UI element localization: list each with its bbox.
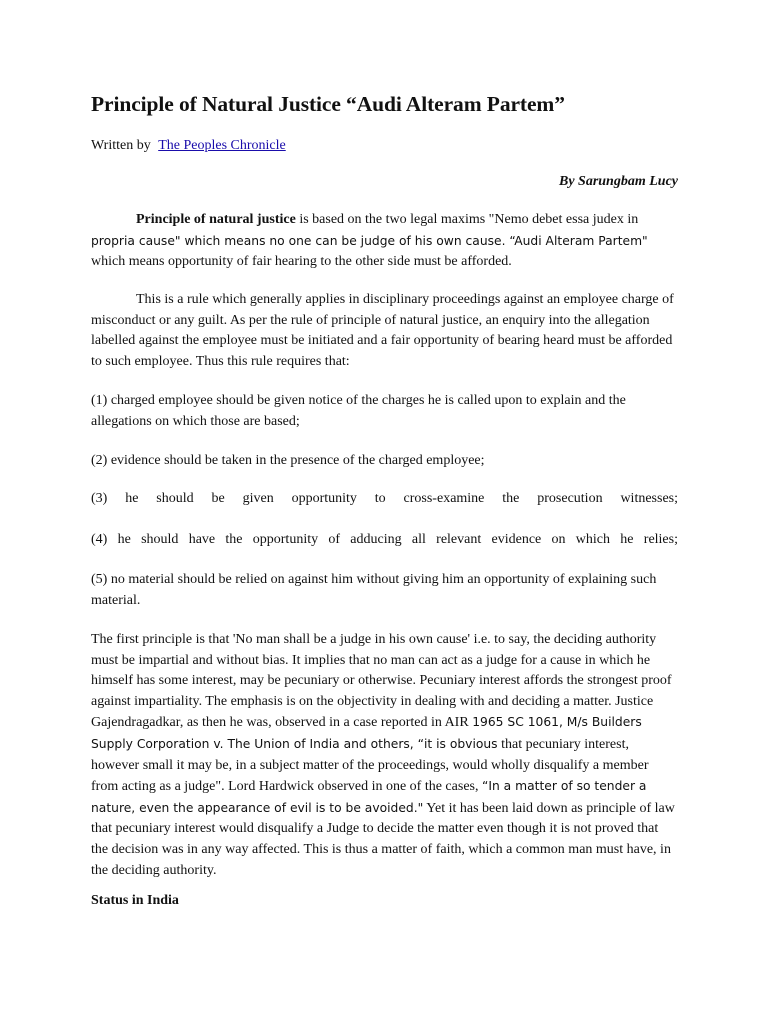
rule-item-3: (3) he should be given opportunity to cross-examine the prosecution witnesses;	[91, 491, 678, 506]
intro-text-b: which means opportunity of fair hearing to the other side must be afforded.	[91, 254, 512, 270]
first-principle-text-a: The first principle is that 'No man shall be a judge in his own cause' i.e. to say, the deciding authority must be impartial and without bias. It implies that no man can act as a judge for a cause in which he himself has some interest, may be pecuniary or otherwise. Pecuniary interest affords the strongest proof against impartiality. The emphasis is on the objectivity in dealing with and deciding a matter. Justice Gajendragadkar, as then he was, observed in a case reported in AIR	[91, 632, 672, 731]
intro-text-a: is based on the two legal maxims "Nemo debet essa judex in	[295, 212, 639, 227]
first-principle-quote: “In a matter of so tender a nature, even the appearance of evil is to be avoided."	[91, 779, 647, 815]
paragraph-first-principle	[91, 630, 678, 881]
rule-item-4: (4) he should have the opportunity of adducing all relevant evidence on which he relies;	[91, 532, 678, 547]
rule-item-1: (1) charged employee should be given notice of the charges he is called upon to explain and the allegations on which those are based;	[91, 393, 626, 429]
author-credit: By Sarungbam Lucy	[558, 174, 678, 189]
first-principle-text-c: Yet it has been laid down as principle of law that pecuniary interest would disqualify a Judge to decide the matter even though it is not proved that the decision was in any way affected. This is thus a matter of faith, which a common man must have, in the deciding authority.	[91, 800, 675, 878]
publisher-link[interactable]: The Peoples Chronicle	[158, 138, 286, 153]
first-principle-text-b: that pecuniary interest, however small it may be, in a subject matter of the proceedings, would wholly disqualify a member from acting as a judge". Lord Hardwick observed in one of the cases,	[91, 736, 649, 795]
intro-text-sans: propria cause" which means no one can be judge of his own cause. “Audi Alteram Partem"	[91, 233, 648, 248]
rule-item-2: (2) evidence should be taken in the presence of the charged employee;	[91, 453, 485, 468]
paragraph-rule-description: This is a rule which generally applies in disciplinary proceedings against an employee charge of misconduct or any guilt. As per the rule of principle of natural justice, an enquiry into the allegation labelled against the employee must be initiated and a fair opportunity of bearing heard must be afforded to such employee. Thus this rule requires that:	[91, 292, 674, 369]
paragraph-intro	[91, 210, 678, 273]
first-principle-citation: 1965 SC 1061, M/s Builders Supply Corporation v. The Union of India and others, “it is obvious	[91, 715, 642, 751]
document-title: Principle of Natural Justice “Audi Alteram Partem”	[91, 92, 565, 116]
section-heading-status-in-india: Status in India	[91, 893, 179, 908]
rule-item-5: (5) no material should be relied on against him without giving him an opportunity of explaining such material.	[91, 572, 657, 608]
byline	[91, 138, 286, 154]
intro-bold-lead: Principle of natural justice	[136, 212, 296, 227]
byline-prefix: Written by	[91, 138, 151, 153]
